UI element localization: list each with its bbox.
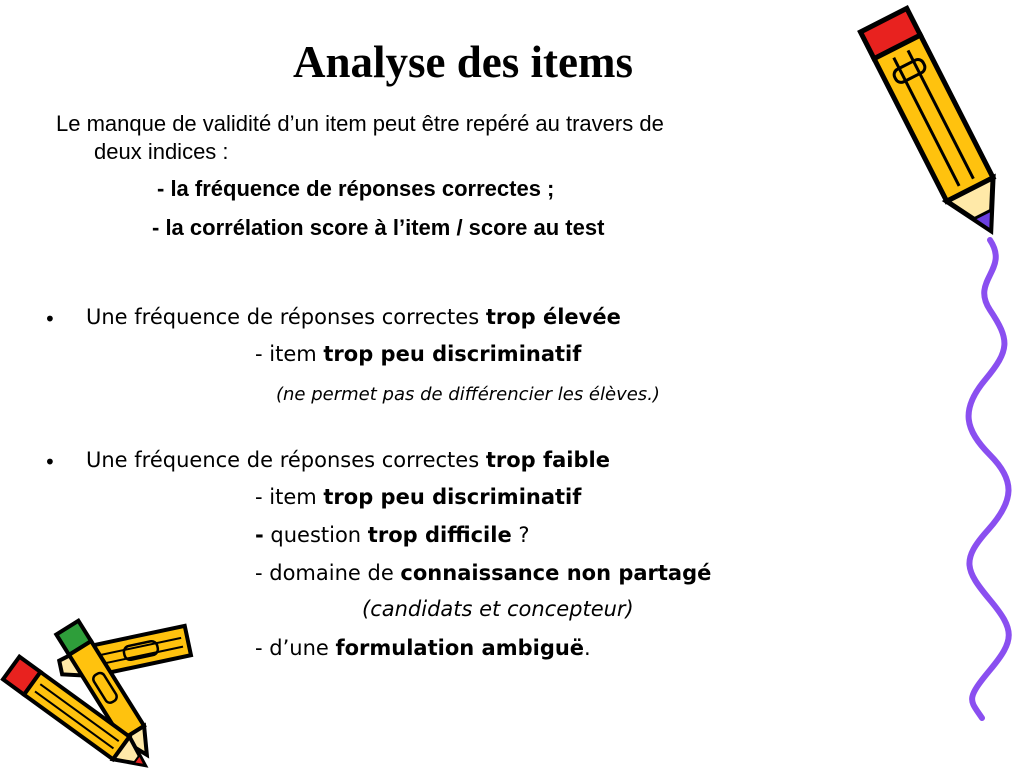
criterion-correlation: - la corrélation score à l’item / score au test: [152, 215, 605, 240]
slide-title: Analyse des items: [293, 37, 633, 87]
section1-item-bold: trop peu discriminatif: [323, 342, 582, 366]
intro-line-1: Le manque de validité d’un item peut être repéré au travers de: [56, 111, 664, 136]
pencil-icon: [860, 0, 1010, 245]
section1-lead: [86, 305, 621, 329]
section1-note: (ne permet pas de différencier les élèves.): [276, 384, 660, 405]
section1-lead-bold: trop élevée: [485, 305, 621, 329]
criterion-frequency: - la fréquence de réponses correctes ;: [157, 176, 555, 201]
section2-domain-prefix: - domaine de: [255, 561, 401, 585]
intro-paragraph: [56, 108, 894, 167]
section2-formulation-suffix: .: [584, 636, 591, 660]
squiggle-line: [960, 240, 1020, 720]
section2-item-prefix: - item: [255, 485, 324, 509]
section1-lead-text: Une fréquence de réponses correctes: [86, 305, 486, 329]
intro-line-2: deux indices :: [94, 139, 229, 164]
section2-lead-bold: trop faible: [485, 448, 610, 472]
section2-question-suffix: ?: [511, 523, 530, 547]
section2-item: [255, 485, 581, 509]
section2-item-bold: trop peu discriminatif: [323, 485, 582, 509]
section2-formulation-prefix: - d’une: [255, 636, 336, 660]
section2-question-prefix: question: [263, 523, 368, 547]
section2-note: (candidats et concepteur): [362, 597, 634, 621]
section2-lead: [86, 448, 610, 472]
section1-item: [255, 342, 581, 366]
bullet-1: •: [44, 307, 56, 331]
section1-item-prefix: - item: [255, 342, 324, 366]
section2-domain-bold: connaissance non partagé: [400, 561, 712, 585]
section2-domain: [255, 561, 711, 585]
section2-question-dash: -: [255, 523, 264, 547]
section2-lead-text: Une fréquence de réponses correctes: [86, 448, 486, 472]
crayon-icon: [0, 618, 210, 768]
section2-formulation-bold: formulation ambiguë: [335, 636, 585, 660]
bullet-2: •: [44, 450, 56, 474]
section2-question: [255, 523, 530, 547]
section2-formulation: [255, 636, 591, 660]
section2-question-bold: trop difficile: [367, 523, 512, 547]
